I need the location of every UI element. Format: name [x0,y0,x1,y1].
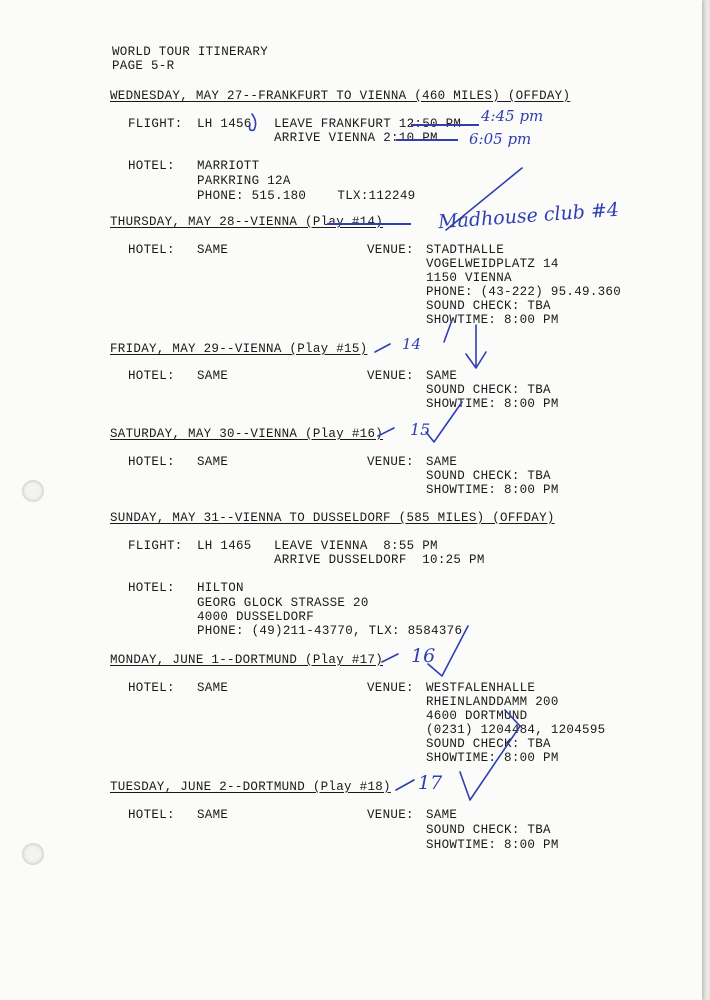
hotel-line: GEORG GLOCK STRASSE 20 [197,596,369,610]
hotel-value: SAME [197,243,229,257]
hotel-label: HOTEL: [128,455,175,469]
venue-line: 1150 VIENNA [426,271,512,285]
page-number: PAGE 5-R [112,59,175,73]
handwritten-play-number: 16 [411,645,436,667]
hotel-line: PHONE: (49)211-43770, TLX: 8584376 [197,624,463,638]
hotel-value: SAME [197,681,229,695]
venue-line: STADTHALLE [426,243,505,257]
check-mark [460,726,520,800]
flight-number: LH 1456 [197,117,252,131]
handwritten-play-number: 15 [410,420,431,439]
venue-line: SHOWTIME: 8:00 PM [426,313,559,327]
venue-line: SOUND CHECK: TBA [426,469,551,483]
venue-line: 4600 DORTMUND [426,709,528,723]
flight-leave: LEAVE FRANKFURT 12:50 PM [274,117,462,131]
day-header: THURSDAY, MAY 28--VIENNA (Play #14) [110,215,384,229]
venue-label: VENUE: [367,455,414,469]
day-header: WEDNESDAY, MAY 27--FRANKFURT TO VIENNA (460 MILES) (OFFDAY) [110,89,571,103]
venue-line: SHOWTIME: 8:00 PM [426,751,559,765]
overwrite-mark [375,344,390,352]
venue-line: (0231) 1204484, 1204595 [426,723,606,737]
day-header: TUESDAY, JUNE 2--DORTMUND (Play #18) [110,780,391,794]
venue-line: SOUND CHECK: TBA [426,299,551,313]
venue-label: VENUE: [367,681,414,695]
venue-label: VENUE: [367,808,414,822]
overwrite-mark [396,780,414,790]
venue-label: VENUE: [367,243,414,257]
venue-line: VOGELWEIDPLATZ 14 [426,257,559,271]
handwritten-venue-note: Madhouse club #4 [437,198,620,234]
hotel-label: HOTEL: [128,369,175,383]
hotel-line: PHONE: 515.180 TLX:112249 [197,189,416,203]
hotel-line: PARKRING 12A [197,174,291,188]
hotel-label: HOTEL: [128,581,175,595]
day-header: SATURDAY, MAY 30--VIENNA (Play #16) [110,427,384,441]
pointer-line [505,710,520,726]
hotel-line: HILTON [197,581,244,595]
venue-line: SHOWTIME: 8:00 PM [426,838,559,852]
flight-arrive: ARRIVE VIENNA 2:10 PM [274,131,438,145]
hotel-value: SAME [197,455,229,469]
venue-line: SOUND CHECK: TBA [426,737,551,751]
venue-label: VENUE: [367,369,414,383]
overwrite-mark [378,428,394,436]
pointer-line [446,168,522,230]
hotel-line: 4000 DUSSELDORF [197,610,315,624]
overwrite-mark [250,114,256,130]
handwritten-arrive-time: 6:05 pm [469,130,532,148]
venue-line: SAME [426,369,458,383]
flight-arrive: ARRIVE DUSSELDORF 10:25 PM [274,553,485,567]
check-mark [426,402,462,442]
venue-line: SHOWTIME: 8:00 PM [426,483,559,497]
check-mark [444,320,452,342]
day-header: SUNDAY, MAY 31--VIENNA TO DUSSELDORF (585 MILES) (OFFDAY) [110,511,555,525]
venue-line: SOUND CHECK: TBA [426,383,551,397]
handwritten-play-number: 14 [402,335,422,353]
venue-line: PHONE: (43-222) 95.49.360 [426,285,622,299]
hotel-label: HOTEL: [128,681,175,695]
hotel-label: HOTEL: [128,808,175,822]
flight-leave: LEAVE VIENNA 8:55 PM [274,539,438,553]
flight-number: LH 1465 [197,539,252,553]
venue-line: RHEINLANDDAMM 200 [426,695,559,709]
flight-label: FLIGHT: [128,117,183,131]
document-title: WORLD TOUR ITINERARY [112,45,269,59]
check-mark [428,626,468,676]
venue-line: SOUND CHECK: TBA [426,823,551,837]
venue-line: SAME [426,808,458,822]
venue-line: SHOWTIME: 8:00 PM [426,397,559,411]
flight-label: FLIGHT: [128,539,183,553]
hotel-label: HOTEL: [128,243,175,257]
day-header: FRIDAY, MAY 29--VIENNA (Play #15) [110,342,368,356]
handwritten-leave-time: 4:45 pm [481,107,544,125]
hotel-value: SAME [197,808,229,822]
overwrite-mark [382,654,398,662]
handwritten-play-number: 17 [418,772,443,794]
venue-line: WESTFALENHALLE [426,681,536,695]
hotel-value: SAME [197,369,229,383]
venue-line: SAME [426,455,458,469]
hotel-line: MARRIOTT [197,159,260,173]
hotel-label: HOTEL: [128,159,175,173]
day-header: MONDAY, JUNE 1--DORTMUND (Play #17) [110,653,384,667]
